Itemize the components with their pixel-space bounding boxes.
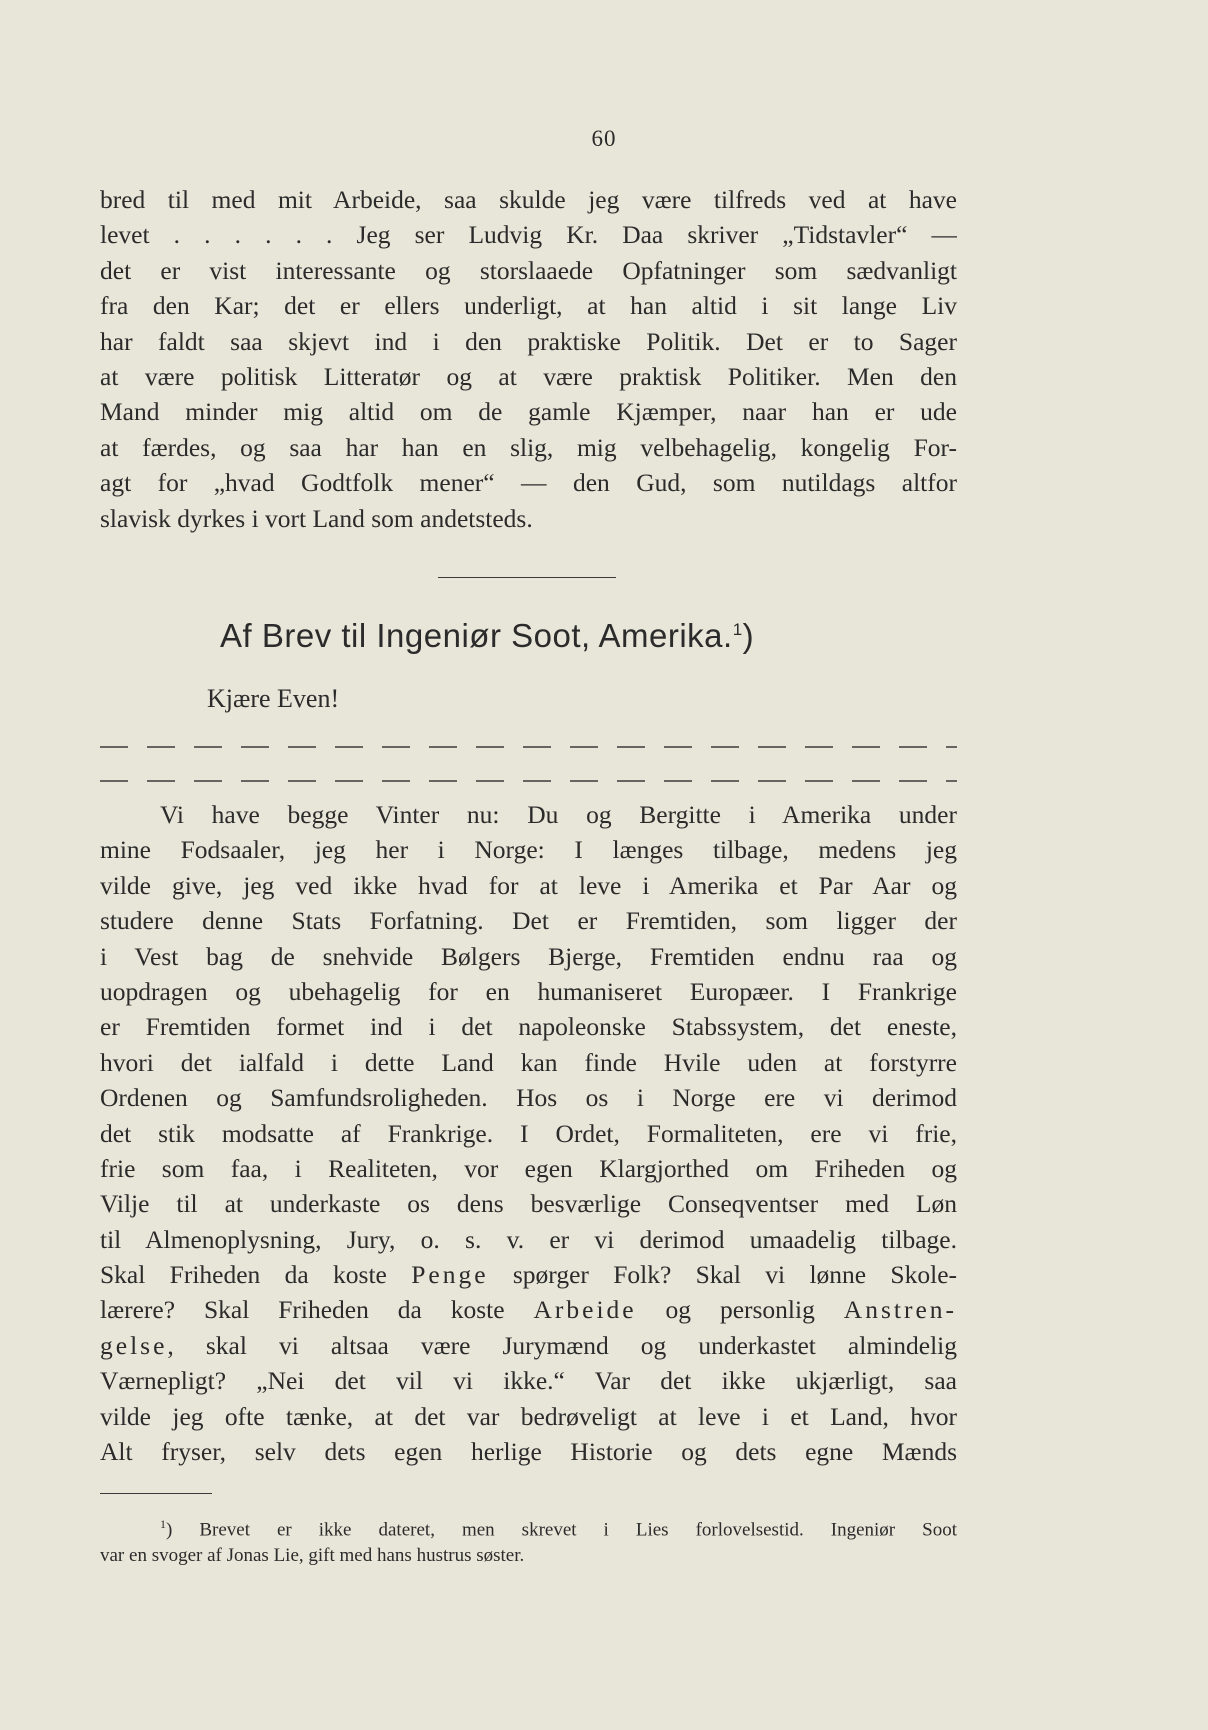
- footnote: [100, 1509, 957, 1571]
- text-line: studere denne Stats Forfatning. Det er Fremtiden, som ligger der: [100, 906, 957, 936]
- footnote-text-2: var en svoger af Jonas Lie, gift med hans hustrus søster.: [100, 1545, 525, 1566]
- text-line: vilde jeg ofte tænke, at det var bedrøveligt at leve i et Land, hvor: [100, 1401, 957, 1431]
- text-line: Alt fryser, selv dets egen herlige Historie og dets egne Mænds: [100, 1437, 957, 1467]
- heading-footnote-ref: 1: [732, 620, 743, 639]
- footnote-line: [100, 1540, 957, 1571]
- text-line: fra den Kar; det er ellers underligt, at han altid i sit lange Liv: [100, 291, 957, 321]
- text-line: frie som faa, i Realiteten, vor egen Klargjorthed om Friheden og: [100, 1153, 957, 1183]
- text-line: er Fremtiden formet ind i det napoleonske Stabssystem, det eneste,: [100, 1012, 957, 1042]
- text-line: i Vest bag de snehvide Bølgers Bjerge, Fremtiden endnu raa og: [100, 941, 957, 971]
- text-line: Værnepligt? „Nei det vil vi ikke.“ Var det ikke ukjærligt, saa: [100, 1366, 957, 1396]
- section-heading: [220, 617, 754, 655]
- text-line: Ordenen og Samfundsroligheden. Hos os i Norge ere vi derimod: [100, 1083, 957, 1113]
- footnote-line: [100, 1509, 957, 1540]
- text-line: Mand minder mig altid om de gamle Kjæmper, naar han er ude: [100, 397, 957, 427]
- text-segment: Arbeide: [533, 1295, 637, 1325]
- text-line: agt for „hvad Godtfolk mener“ — den Gud, som nutildags altfor: [100, 468, 957, 498]
- text-line: til Almenoplysning, Jury, o. s. v. er vi derimod umaadelig tilbage.: [100, 1224, 957, 1254]
- text-segment: lærere? Skal Friheden da koste: [100, 1295, 534, 1325]
- text-line: [100, 1328, 957, 1363]
- heading-paren: ): [742, 617, 755, 654]
- dash-line: [100, 780, 957, 784]
- text-line: bred til med mit Arbeide, saa skulde jeg være tilfreds ved at have: [100, 185, 957, 214]
- text-segment: Anstren-: [843, 1295, 957, 1325]
- text-line: at færdes, og saa har han en slig, mig velbehagelig, kongelig For-: [100, 432, 957, 462]
- text-line: [100, 1292, 957, 1327]
- text-line: Vilje til at underkaste os dens besværlige Conseqventser med Løn: [100, 1189, 957, 1219]
- text-segment: gelse: [100, 1330, 168, 1360]
- footnote-divider: [100, 1493, 212, 1494]
- footnote-marker-paren: ): [166, 1519, 173, 1540]
- text-line: levet . . . . . . Jeg ser Ludvig Kr. Daa skriver „Tidstavler“ —: [100, 220, 957, 250]
- salutation: Kjære Even!: [207, 684, 340, 713]
- text-line: vilde give, jeg ved ikke hvad for at leve i Amerika et Par Aar og: [100, 870, 957, 900]
- text-segment: Penge: [411, 1260, 489, 1290]
- text-line: har faldt saa skjevt ind i den praktiske Politik. Det er to Sager: [100, 326, 957, 356]
- page-number: 60: [591, 126, 617, 151]
- text-line: Vi have begge Vinter nu: Du og Bergitte i Amerika under: [160, 800, 957, 829]
- text-line: hvori det ialfald i dette Land kan finde Hvile uden at forstyrre: [100, 1047, 957, 1077]
- text-line: det stik modsatte af Frankrige. I Ordet, Formaliteten, ere vi frie,: [100, 1118, 957, 1148]
- footnote-marker: 1: [160, 1517, 166, 1531]
- text-segment: og personlig: [636, 1295, 844, 1325]
- text-line: uopdragen og ubehagelig for en humaniseret Europæer. I Frankrige: [100, 976, 957, 1006]
- text-line: slavisk dyrkes i vort Land som andetsteds.: [100, 503, 533, 533]
- text-line: at være politisk Litteratør og at være praktisk Politiker. Men den: [100, 361, 957, 391]
- footnote-text-1: Brevet er ikke dateret, men skrevet i Lies forlovelsestid. Ingeniør Soot: [199, 1519, 957, 1540]
- text-line: mine Fodsaaler, jeg her i Norge: I længes tilbage, medens jeg: [100, 835, 957, 865]
- text-line: [100, 1257, 957, 1292]
- text-segment: spørger Folk? Skal vi lønne Skole-: [488, 1260, 957, 1290]
- dash-line: [100, 746, 957, 750]
- top-paragraph: [100, 182, 957, 536]
- heading-title: Af Brev til Ingeniør Soot, Amerika.: [220, 617, 733, 654]
- text-segment: , skal vi altsaa være Jurymænd og underkastet almindelig: [167, 1330, 957, 1360]
- section-divider: [438, 577, 616, 578]
- text-line: det er vist interessante og storslaaede Opfatninger som sædvanligt: [100, 255, 957, 285]
- text-segment: Skal Friheden da koste: [100, 1260, 412, 1290]
- letter-paragraph: [100, 797, 957, 1469]
